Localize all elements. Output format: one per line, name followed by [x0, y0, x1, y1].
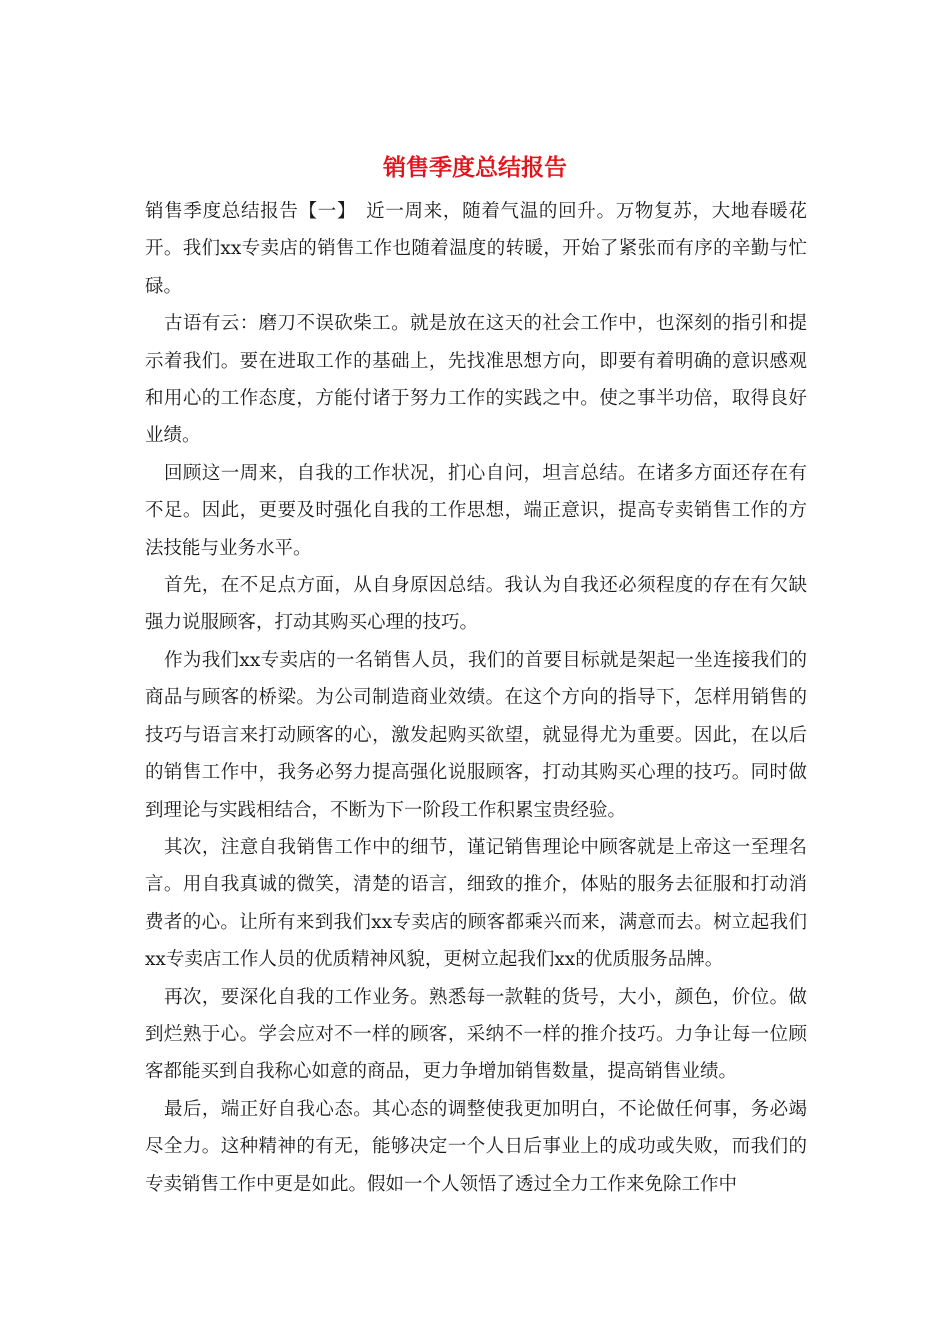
paragraph-8: 最后，端正好自我心态。其心态的调整使我更加明白，不论做任何事，务必竭尽全力。这种精神的有无，能够决定一个人日后事业上的成功或失败，而我们的专卖销售工作中更是如此。假如一个人领悟了透过全力工作来免除工作中 — [145, 1098, 807, 1195]
paragraph-6: 其次，注意自我销售工作中的细节，谨记销售理论中顾客就是上帝这一至理名言。用自我真诚的微笑，清楚的语言，细致的推介，体贴的服务去征服和打动消费者的心。让所有来到我们xx专卖店的顾客都乘兴而来，满意而去。树立起我们xx专卖店工作人员的优质精神风貌，更树立起我们xx的优质服务品牌。 — [145, 836, 807, 971]
paragraph-2: 古语有云：磨刀不误砍柴工。就是放在这天的社会工作中，也深刻的指引和提示着我们。要在进取工作的基础上，先找准思想方向，即要有着明确的意识感观和用心的工作态度，方能付诸于努力工作的实践之中。使之事半功倍，取得良好业绩。 — [145, 313, 807, 447]
document-body — [145, 193, 807, 1203]
paragraph-3: 回顾这一周来，自我的工作状况，扪心自问，坦言总结。在诸多方面还存在有不足。因此，更要及时强化自我的工作思想，端正意识，提高专卖销售工作的方法技能与业务水平。 — [145, 462, 807, 559]
paragraph-5: 作为我们xx专卖店的一名销售人员，我们的首要目标就是架起一坐连接我们的商品与顾客的桥梁。为公司制造商业效绩。在这个方向的指导下，怎样用销售的技巧与语言来打动顾客的心，激发起购买欲望，就显得尤为重要。因此，在以后的销售工作中，我务必努力提高强化说服顾客，打动其购买心理的技巧。同时做到理论与实践相结合，不断为下一阶段工作积累宝贵经验。 — [145, 649, 807, 821]
document-title: 销售季度总结报告 — [383, 154, 567, 181]
paragraph-1: 销售季度总结报告【一】 近一周来，随着气温的回升。万物复苏，大地春暖花开。我们xx专卖店的销售工作也随着温度的转暖，开始了紧张而有序的辛勤与忙碌。 — [145, 201, 807, 297]
paragraph-7: 再次，要深化自我的工作业务。熟悉每一款鞋的货号，大小，颜色，价位。做到烂熟于心。学会应对不一样的顾客，采纳不一样的推介技巧。力争让每一位顾客都能买到自我称心如意的商品，更力争增加销售数量，提高销售业绩。 — [145, 986, 807, 1083]
paragraph-4: 首先，在不足点方面，从自身原因总结。我认为自我还必须程度的存在有欠缺强力说服顾客，打动其购买心理的技巧。 — [145, 575, 807, 634]
